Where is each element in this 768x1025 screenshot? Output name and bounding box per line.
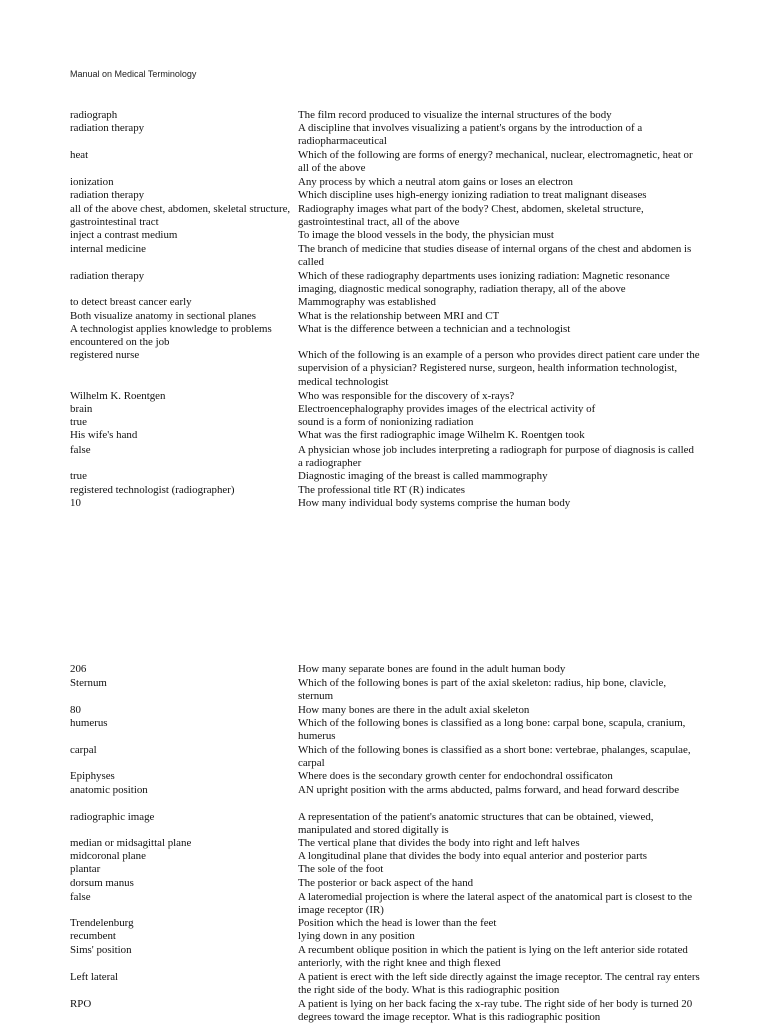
term-answer: Epiphyses xyxy=(70,770,115,782)
term-answer: registered technologist (radiographer) xyxy=(70,484,235,496)
term-definition: Electroencephalography provides images of the electrical activity of xyxy=(298,403,596,415)
term-answer: Sternum xyxy=(70,677,107,689)
term-answer: midcoronal plane xyxy=(70,850,146,862)
term-definition: Who was responsible for the discovery of x-rays? xyxy=(298,390,515,402)
term-answer: Sims' position xyxy=(70,944,132,956)
term-answer: heat xyxy=(70,149,89,161)
term-answer: false xyxy=(70,891,91,903)
term-answer: recumbent xyxy=(70,930,116,942)
term-definition: Mammography was established xyxy=(298,296,436,308)
term-answer: Both visualize anatomy in sectional planes xyxy=(70,310,257,322)
term-definition: Which of the following bones is classified as a short bone: vertebrae, phalanges, scapulae, carpal xyxy=(298,744,691,770)
term-answer: 206 xyxy=(70,663,87,675)
term-definition: The professional title RT (R) indicates xyxy=(298,484,466,496)
term-definition: A patient is erect with the left side directly against the image receptor. The central ray enters the right side of the body. What is this radiographic position xyxy=(298,971,700,997)
term-definition: sound is a form of nonionizing radiation xyxy=(298,416,474,428)
term-definition: Any process by which a neutral atom gains or loses an electron xyxy=(298,176,573,188)
term-definition: lying down in any position xyxy=(298,930,415,942)
term-definition: Diagnostic imaging of the breast is called mammography xyxy=(298,470,548,482)
term-answer: plantar xyxy=(70,863,101,875)
term-definition: Position which the head is lower than the feet xyxy=(298,917,497,929)
term-definition: Which discipline uses high-energy ionizing radiation to treat malignant diseases xyxy=(298,189,647,201)
term-definition: What is the relationship between MRI and CT xyxy=(298,310,500,322)
term-answer: brain xyxy=(70,403,93,415)
term-definition: The vertical plane that divides the body into right and left halves xyxy=(298,837,580,849)
term-definition: A patient is lying on her back facing the x-ray tube. The right side of her body is turned 20 degrees toward the image receptor. What is this radiographic position xyxy=(298,998,693,1024)
term-answer: false xyxy=(70,444,91,456)
term-definition: A longitudinal plane that divides the body into equal anterior and posterior parts xyxy=(298,850,648,862)
term-definition: The posterior or back aspect of the hand xyxy=(298,877,474,889)
term-definition: The sole of the foot xyxy=(298,863,384,875)
term-answer: 80 xyxy=(70,704,81,716)
term-definition: A representation of the patient's anatomic structures that can be obtained, viewed, manipulated and stored digitally is xyxy=(298,811,654,837)
term-answer: radiation therapy xyxy=(70,189,145,201)
term-answer: ionization xyxy=(70,176,114,188)
term-answer: RPO xyxy=(70,998,92,1010)
term-answer: true xyxy=(70,416,87,428)
term-answer: Wilhelm K. Roentgen xyxy=(70,390,166,402)
term-definition: A discipline that involves visualizing a patient's organs by the introduction of a radiopharmaceutical xyxy=(298,122,643,148)
term-answer: radiation therapy xyxy=(70,270,145,282)
term-answer: Left lateral xyxy=(70,971,119,983)
term-definition: Which of the following bones is classified as a long bone: carpal bone, scapula, cranium, humerus xyxy=(298,717,686,743)
term-definition: The film record produced to visualize the internal structures of the body xyxy=(298,109,612,121)
term-definition: Where does is the secondary growth center for endochondral ossificaton xyxy=(298,770,613,782)
term-answer: internal medicine xyxy=(70,243,146,255)
term-answer: radiation therapy xyxy=(70,122,145,134)
term-definition: To image the blood vessels in the body, the physician must xyxy=(298,229,554,241)
term-answer: 10 xyxy=(70,497,81,509)
term-answer: to detect breast cancer early xyxy=(70,296,192,308)
term-definition: Which of the following bones is part of the axial skeleton: radius, hip bone, clavicle, sternum xyxy=(298,677,667,703)
term-answer: registered nurse xyxy=(70,349,140,361)
term-definition: How many separate bones are found in the adult human body xyxy=(298,663,566,675)
term-definition: A physician whose job includes interpreting a radiograph for purpose of diagnosis is called a radiographer xyxy=(298,444,694,470)
term-definition: A lateromedial projection is where the lateral aspect of the anatomical part is closest to the image receptor (IR) xyxy=(298,891,693,917)
term-answer: radiograph xyxy=(70,109,118,121)
term-answer: Trendelenburg xyxy=(70,917,134,929)
term-definition: How many bones are there in the adult axial skeleton xyxy=(298,704,530,716)
term-definition: What was the first radiographic image Wilhelm K. Roentgen took xyxy=(298,429,585,441)
term-answer: A technologist applies knowledge to problems encountered on the job xyxy=(70,323,272,349)
term-definition: Which of the following is an example of a person who provides direct patient care under the supervision of a physician? Registered nurse, surgeon, health information technologist, medical technologist xyxy=(298,349,700,388)
page-header: Manual on Medical Terminology xyxy=(70,69,197,79)
term-answer: carpal xyxy=(70,744,97,756)
term-definition: A recumbent oblique position in which the patient is lying on the left anterior side rotated anteriorly, with the right knee and thigh flexed xyxy=(298,944,688,970)
term-definition: What is the difference between a technician and a technologist xyxy=(298,323,571,335)
term-definition: Which of these radiography departments uses ionizing radiation: Magnetic resonance imaging, diagnostic medical sonography, radiation therapy, all of the above xyxy=(298,270,670,296)
term-answer: radiographic image xyxy=(70,811,155,823)
term-answer: true xyxy=(70,470,87,482)
term-answer: dorsum manus xyxy=(70,877,134,889)
term-answer: inject a contrast medium xyxy=(70,229,178,241)
term-definition: Which of the following are forms of energy? mechanical, nuclear, electromagnetic, heat or all of the above xyxy=(298,149,693,175)
term-definition: The branch of medicine that studies disease of internal organs of the chest and abdomen is called xyxy=(298,243,692,269)
term-definition: How many individual body systems comprise the human body xyxy=(298,497,571,509)
term-answer: all of the above chest, abdomen, skeletal structure, gastrointestinal tract xyxy=(70,203,291,229)
term-answer: anatomic position xyxy=(70,784,148,796)
term-answer: humerus xyxy=(70,717,108,729)
term-answer: median or midsagittal plane xyxy=(70,837,192,849)
term-definition: AN upright position with the arms abducted, palms forward, and head forward describe xyxy=(298,784,680,796)
term-definition: Radiography images what part of the body? Chest, abdomen, skeletal structure, gastrointestinal tract, all of the above xyxy=(298,203,644,229)
term-answer: His wife's hand xyxy=(70,429,138,441)
